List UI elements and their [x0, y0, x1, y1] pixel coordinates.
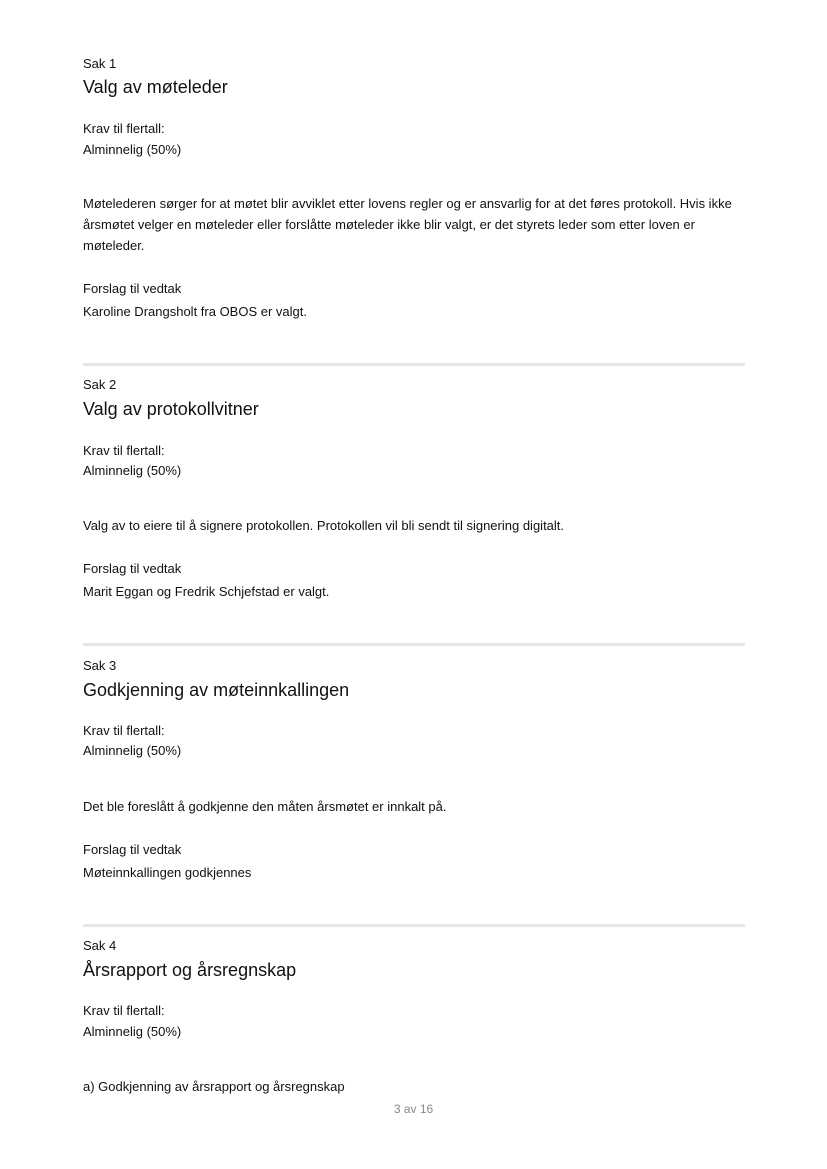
krav-value: Alminnelig (50%)	[83, 142, 182, 157]
krav-label: Krav til flertall:	[83, 1003, 165, 1018]
sak-title: Valg av protokollvitner	[83, 399, 259, 419]
sak-number: Sak 1	[83, 56, 117, 71]
sak-description: Det ble foreslått å godkjenne den måten årsmøtet er innkalt på.	[83, 799, 447, 814]
forslag-value: Karoline Drangsholt fra OBOS er valgt.	[83, 304, 307, 319]
krav-value: Alminnelig (50%)	[83, 1024, 182, 1039]
section-divider	[83, 643, 745, 646]
section-divider	[83, 924, 745, 927]
krav-value: Alminnelig (50%)	[83, 743, 182, 758]
forslag-value: Møteinnkallingen godkjennes	[83, 865, 252, 880]
section-divider	[83, 363, 745, 366]
krav-label: Krav til flertall:	[83, 121, 165, 136]
sak-description: a) Godkjenning av årsrapport og årsregnskap	[83, 1079, 345, 1094]
sak-title: Godkjenning av møteinnkallingen	[83, 680, 350, 700]
forslag-value: Marit Eggan og Fredrik Schjefstad er valgt.	[83, 584, 330, 599]
forslag-label: Forslag til vedtak	[83, 281, 182, 296]
sak-number: Sak 2	[83, 377, 117, 392]
page-number: 3 av 16	[393, 1102, 434, 1116]
krav-value: Alminnelig (50%)	[83, 463, 182, 478]
forslag-label: Forslag til vedtak	[83, 561, 182, 576]
sak-title: Årsrapport og årsregnskap	[83, 960, 297, 980]
krav-label: Krav til flertall:	[83, 723, 165, 738]
krav-label: Krav til flertall:	[83, 443, 165, 458]
sak-description: Møtelederen sørger for at møtet blir avviklet etter lovens regler og er ansvarlig for at det føres protokoll. Hvis ikke årsmøtet velger en møteleder eller forslåtte møteleder ikke blir valgt, er det styrets leder som etter loven er møteleder.	[83, 196, 732, 253]
sak-number: Sak 3	[83, 658, 117, 673]
sak-description: Valg av to eiere til å signere protokollen. Protokollen vil bli sendt til signering digitalt.	[83, 518, 565, 533]
forslag-label: Forslag til vedtak	[83, 842, 182, 857]
sak-number: Sak 4	[83, 938, 117, 953]
sak-title: Valg av møteleder	[83, 77, 228, 97]
